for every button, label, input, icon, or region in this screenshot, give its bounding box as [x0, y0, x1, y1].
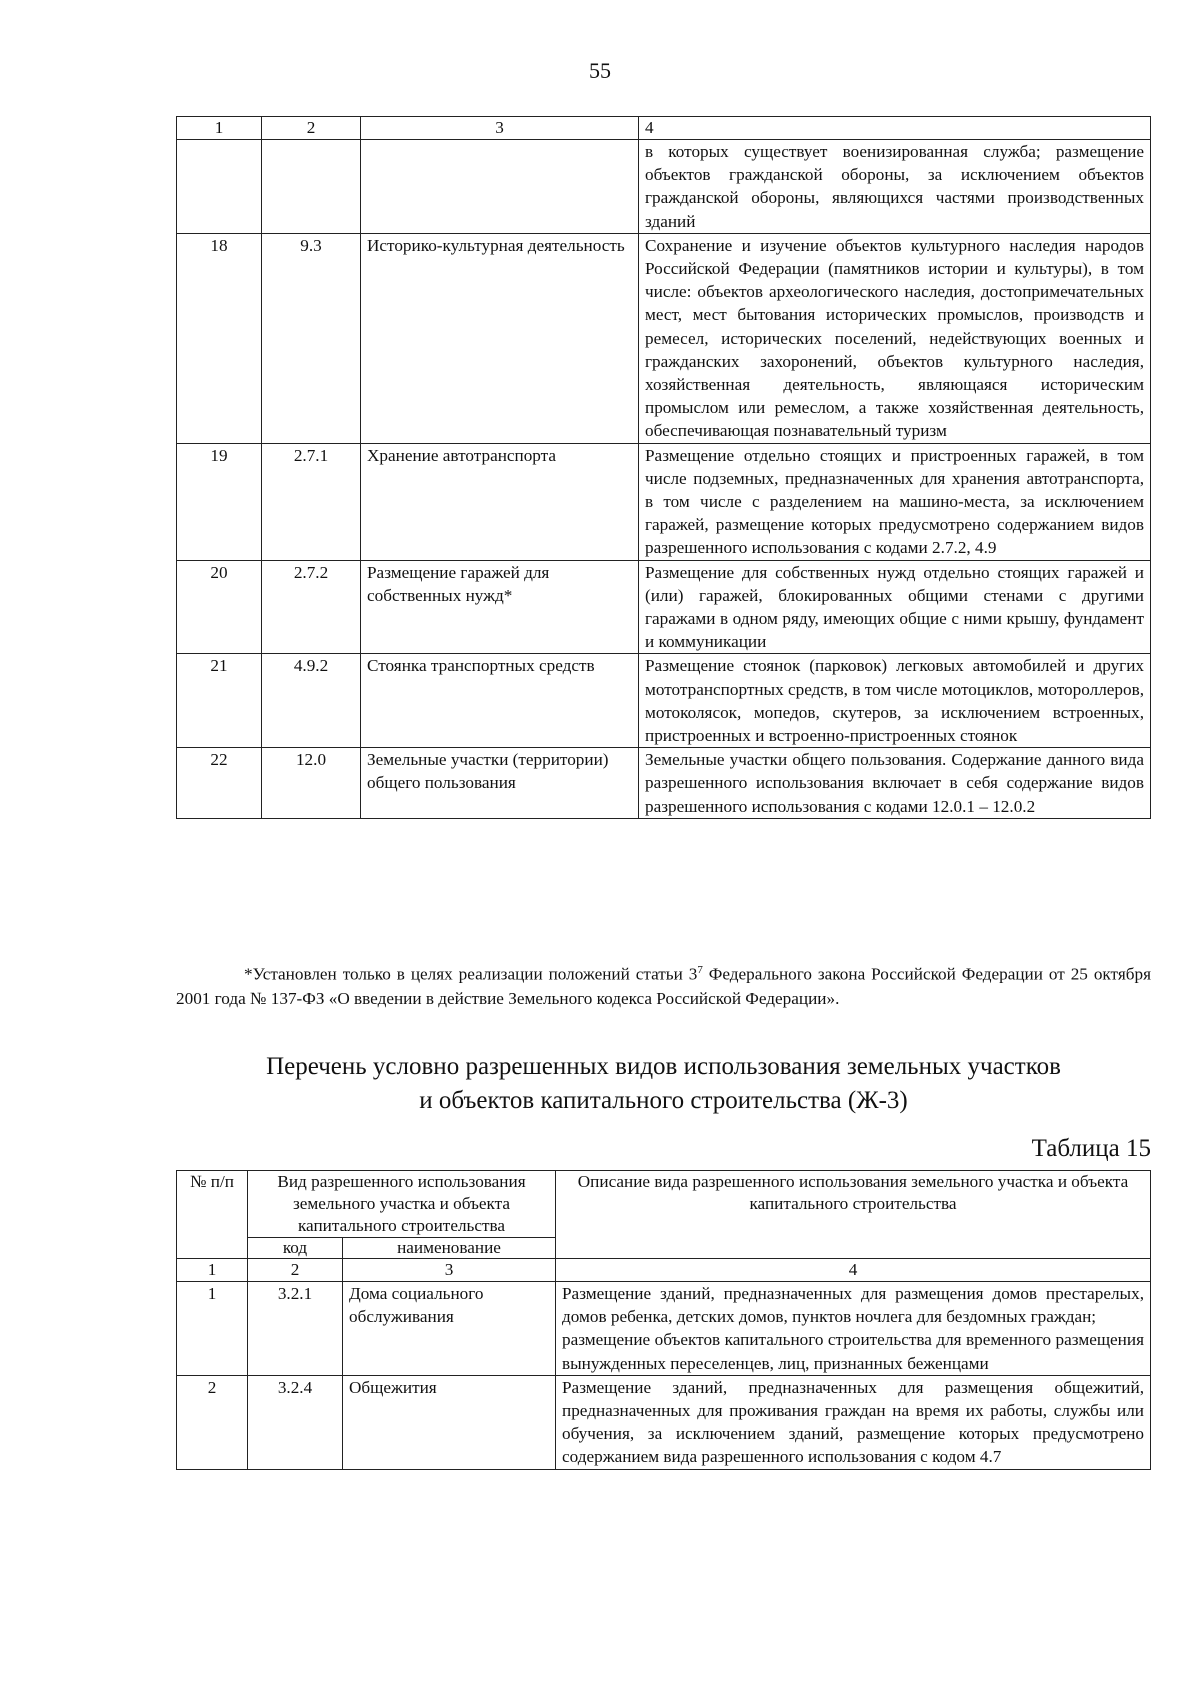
table-row — [177, 748, 1151, 819]
column-number-row — [177, 1259, 1151, 1282]
row-code: 12.0 — [262, 748, 361, 819]
row-name: Земельные участки (территории) общего пользования — [361, 748, 639, 819]
row-description: Сохранение и изучение объектов культурного наследия народов Российской Федерации (памятников истории и культуры), в том числе: объектов археологического наследия, достопримечательных мест, мест бытования исторических промыслов, производств и ремесел, исторических поселений, недействующих военных и гражданских захоронений, объектов культурного наследия, хозяйственная деятельность, являющаяся историческим промыслом или ремеслом, а также хозяйственная деятельность, обеспечивающая познавательный туризм — [639, 233, 1151, 443]
row-code: 2.7.2 — [262, 560, 361, 654]
col-number-4: 4 — [639, 117, 1151, 140]
header-description: Описание вида разрешенного использования земельного участка и объекта капитального строительства — [556, 1171, 1151, 1259]
section-heading-line-1: Перечень условно разрешенных видов использования земельных участков — [266, 1053, 1061, 1080]
row-description: в которых существует военизированная служба; размещение объектов гражданской обороны, за исключением объектов гражданской обороны, являющихся частями производственных зданий — [639, 140, 1151, 234]
row-code: 3.2.1 — [248, 1282, 343, 1376]
row-description-paragraph: размещение объектов капитального строительства для временного размещения вынужденных переселенцев, лиц, признанных беженцами — [562, 1330, 1144, 1373]
row-description: Земельные участки общего пользования. Содержание данного вида разрешенного использования включает в себя содержание видов разрешенного использования с кодами 12.0.1 – 12.0.2 — [639, 748, 1151, 819]
row-name — [361, 140, 639, 234]
table-row — [177, 443, 1151, 560]
page-number: 55 — [589, 58, 611, 83]
table-row — [177, 654, 1151, 748]
row-name: Размещение гаражей для собственных нужд* — [361, 560, 639, 654]
row-code — [262, 140, 361, 234]
section-heading — [176, 1050, 1151, 1118]
row-code: 9.3 — [262, 233, 361, 443]
col-number-2: 2 — [248, 1259, 343, 1282]
row-number: 22 — [177, 748, 262, 819]
table-row — [177, 233, 1151, 443]
row-name: Стоянка транспортных средств — [361, 654, 639, 748]
row-description: Размещение для собственных нужд отдельно стоящих гаражей и (или) гаражей, блокированных общими стенами с другими гаражами в одном ряду, имеющих общие с ними крышу, фундамент и коммуникации — [639, 560, 1151, 654]
row-number — [177, 140, 262, 234]
col-number-1: 1 — [177, 117, 262, 140]
row-description: Размещение отдельно стоящих и пристроенных гаражей, в том числе подземных, предназначенных для хранения автотранспорта, в том числе с разделением на машино-места, за исключением гаражей, размещение которых предусмотрено содержанием видов разрешенного использования с кодами 2.7.2, 4.9 — [639, 443, 1151, 560]
table-row — [177, 1282, 1151, 1376]
row-description-paragraph: Размещение зданий, предназначенных для размещения общежитий, предназначенных для проживания граждан на время их работы, службы или обучения, за исключением зданий, размещение которых предусмотрено содержанием вида разрешенного использования с кодом 4.7 — [562, 1377, 1144, 1467]
row-number: 21 — [177, 654, 262, 748]
row-description — [556, 1375, 1151, 1469]
col-number-3: 3 — [343, 1259, 556, 1282]
row-number: 1 — [177, 1282, 248, 1376]
table-caption: Таблица 15 — [1031, 1135, 1151, 1162]
header-name: наименование — [343, 1238, 556, 1259]
conditional-use-table — [176, 1170, 1151, 1470]
section-heading-line-2: и объектов капитального строительства (Ж-3) — [419, 1087, 908, 1114]
header-code: код — [248, 1238, 343, 1259]
footnote-superscript: 7 — [697, 964, 703, 976]
table-row — [177, 1375, 1151, 1469]
row-name: Хранение автотранспорта — [361, 443, 639, 560]
row-number: 20 — [177, 560, 262, 654]
row-name: Дома социального обслуживания — [343, 1282, 556, 1376]
row-name: Общежития — [343, 1375, 556, 1469]
header-row-top — [177, 1171, 1151, 1238]
column-number-row — [177, 117, 1151, 140]
row-name: Историко-культурная деятельность — [361, 233, 639, 443]
header-use-type: Вид разрешенного использования земельного участка и объекта капитального строительства — [248, 1171, 556, 1238]
table-row — [177, 560, 1151, 654]
row-number: 19 — [177, 443, 262, 560]
row-description: Размещение стоянок (парковок) легковых автомобилей и других мототранспортных средств, в том числе мотоциклов, мотороллеров, мотоколясок, мопедов, скутеров, за исключением встроенных, пристроенных и встроенно-пристроенных стоянок — [639, 654, 1151, 748]
row-code: 4.9.2 — [262, 654, 361, 748]
row-description-paragraph: Размещение зданий, предназначенных для размещения домов престарелых, домов ребенка, детских домов, пунктов ночлега для бездомных граждан; — [562, 1284, 1144, 1327]
col-number-1: 1 — [177, 1259, 248, 1282]
footnote-text-end: Федерального закона Российской Федерации от 25 октября 2001 года № 137-ФЗ «О введении в действие Земельного кодекса Российской Федерации». — [176, 964, 1151, 1008]
row-code: 3.2.4 — [248, 1375, 343, 1469]
col-number-3: 3 — [361, 117, 639, 140]
row-number: 18 — [177, 233, 262, 443]
table-row — [177, 140, 1151, 234]
row-description — [556, 1282, 1151, 1376]
footnote — [176, 958, 1151, 1011]
row-code: 2.7.1 — [262, 443, 361, 560]
col-number-2: 2 — [262, 117, 361, 140]
col-number-4: 4 — [556, 1259, 1151, 1282]
row-number: 2 — [177, 1375, 248, 1469]
land-use-table-continued — [176, 116, 1151, 819]
header-number: № п/п — [177, 1171, 248, 1259]
footnote-text-start: *Установлен только в целях реализации положений статьи 3 — [244, 964, 698, 984]
